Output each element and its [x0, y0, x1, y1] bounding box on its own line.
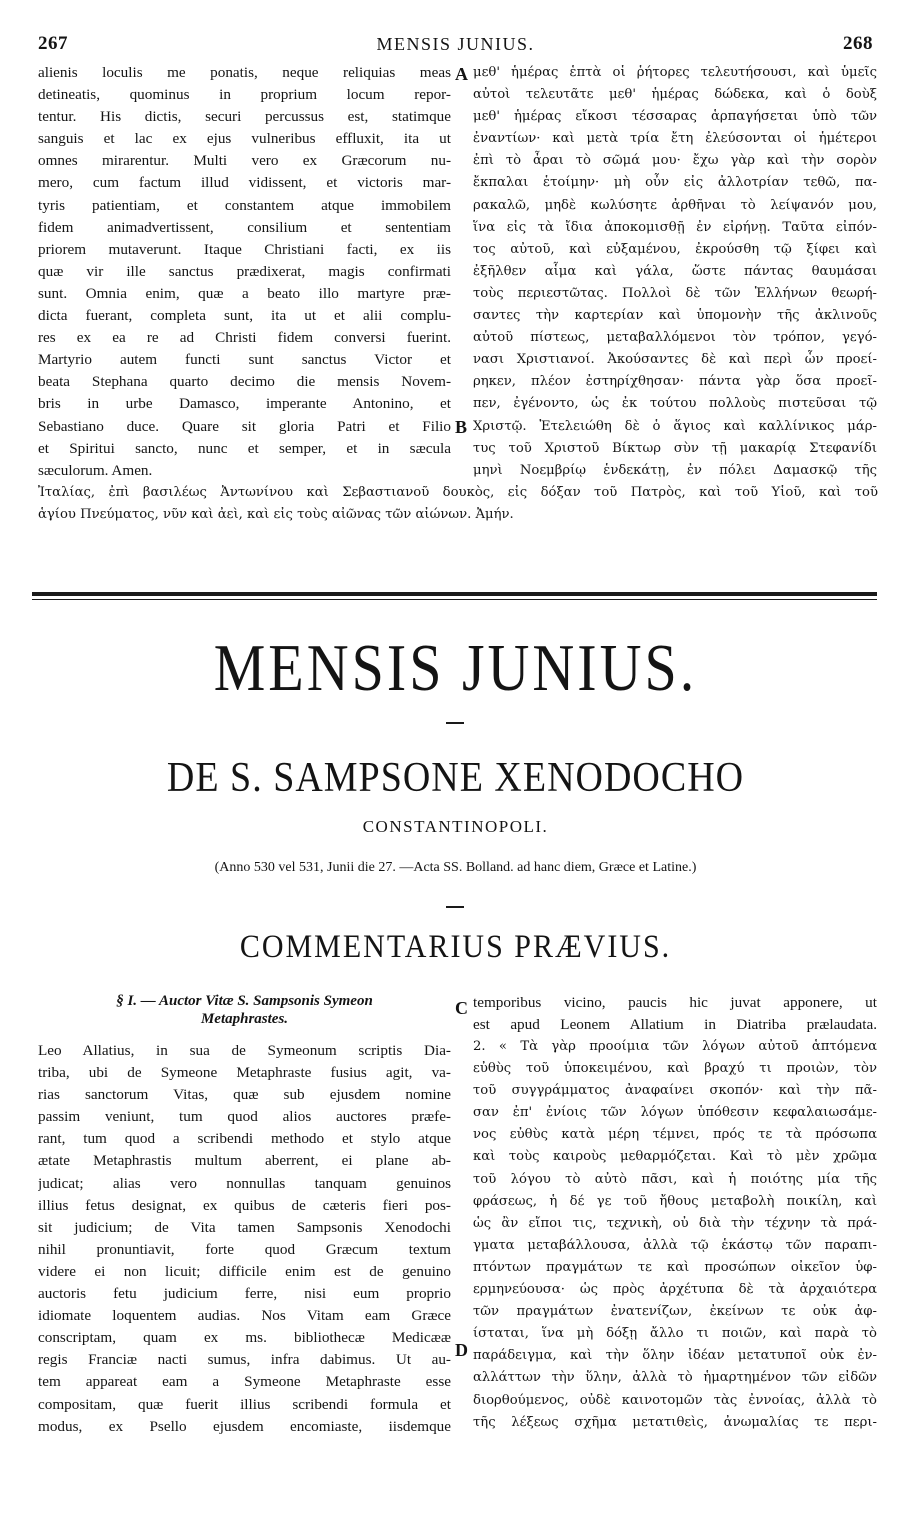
- text-line: quæ vir ille sanctus prædixerat, magis confirmati: [38, 262, 451, 280]
- text-line: videre ei non licuit; difficile enim est de genuino: [38, 1262, 451, 1280]
- text-line: μηνὶ Νοεμβρίῳ ἑνδεκάτῃ, ἐν πόλει Δαμασκῷ τῆς: [473, 462, 877, 478]
- text-line: Sebastiano duce. Quare sit gloria Patri et Filio: [38, 417, 451, 435]
- text-line: νος εὐθὺς κατὰ μέρη τέμνει, πρός τε τὰ πρόσωπα: [473, 1127, 877, 1143]
- text-line: διορθούμενος, οὐδὲ καινοτομῶν τὰς ἐννοίας, ἀλλὰ τὸ: [473, 1392, 877, 1408]
- top-latin-column: [38, 62, 451, 482]
- text-line: Ἰταλίας, ἐπὶ βασιλέως Ἀντωνίνου καὶ Σεβαστιανοῦ δουκὸς, εἰς δόξαν τοῦ Πατρὸς, καὶ τοῦ Υἱοῦ, καὶ τοῦ: [38, 485, 878, 500]
- text-line: ίσταται, ἵνα μὴ δόξῃ ἄλλο τι ποιῶν, καὶ παρὰ τὸ: [473, 1326, 877, 1342]
- text-line: Leo Allatius, in sua de Symeonum scriptis Dia-: [38, 1042, 451, 1059]
- text-line: et Spiritui sancto, nunc et semper, et in sæcula: [38, 439, 451, 457]
- bottom-right-latin: [473, 992, 877, 1036]
- commentary-heading: COMMENTARIUS PRÆVIUS.: [239, 928, 672, 965]
- section-heading: [38, 992, 451, 1028]
- text-line: alienis loculis me ponatis, neque reliquias meas: [38, 64, 451, 81]
- title-dash-2: [446, 906, 464, 908]
- text-line: nihil pronuntiavit, forte quod Græcum textum: [38, 1240, 451, 1258]
- text-line: γματα μεταβάλλουσα, ἀλλὰ τῷ ἑκάστῳ τῶν παραπι-: [473, 1237, 877, 1253]
- text-line: est apud Leonem Allatium in Diatriba prælaudata.: [473, 1016, 877, 1034]
- margin-marker-a: A: [455, 64, 468, 84]
- text-line: dicta fuerant, completa sunt, ita ut et alii complu-: [38, 307, 451, 325]
- margin-marker-b: B: [455, 417, 468, 437]
- place-subtitle: CONSTANTINOPOLI.: [362, 817, 549, 836]
- text-line: conscriptam, quam ex ms. bibliothecæ Medicææ: [38, 1329, 451, 1347]
- text-line: εὐθὺς τοῦ ὑποκειμένου, καὶ βραχύ τι προιὼν, τὸν: [473, 1061, 877, 1077]
- text-line: triba, ubi de Symeone Metaphraste fusius agit, va-: [38, 1064, 451, 1082]
- text-line: ἁγίου Πνεύματος, νῦν καὶ ἀεὶ, καὶ εἰς τοὺς αἰῶνας τῶν αἰώνων. Ἀμήν.: [38, 507, 514, 523]
- running-title: MENSIS JUNIUS.: [376, 34, 535, 54]
- text-line: modus, ex Psello ejusdem encomiaste, iisdemque: [38, 1417, 451, 1435]
- bottom-latin-column: [38, 1040, 451, 1438]
- text-line: Martyrio autem functi sunt sanctus Victor et: [38, 351, 451, 369]
- text-line: τυς τοῦ Χριστοῦ Βίκτωρ σὺν τῇ μακαρίᾳ Στεφανίδι: [473, 440, 877, 456]
- text-line: idiomate loquentem audias. Nos Vitam eam Græce: [38, 1307, 451, 1325]
- text-line: ὡς ἂν εἴποι τις, τεχνικὴ, οὐ διὰ τὴν τέχνην τὰ πρά-: [473, 1215, 877, 1231]
- text-line: σαντες τὴν καρτερίαν καὶ ὑπομονὴν τῆς ἀκλινοῦς: [473, 308, 877, 324]
- greek-closing-lines: [38, 482, 878, 526]
- text-line: fidem animadvertissent, consilium et sententiam: [38, 218, 451, 236]
- text-line: priorem mutaverunt. Itaque Christiani facti, ex iis: [38, 240, 451, 258]
- page-number-right: 268: [843, 33, 873, 54]
- text-line: temporibus vicino, paucis hic juvat apponere, ut: [473, 994, 877, 1011]
- text-line: sunt. Omnia enim, quæ a beato illo martyre præ-: [38, 284, 451, 302]
- text-line: αὐτοὶ τελευτᾶτε μεθ' ἡμέρας δώδεκα, καὶ ὁ δοὺξ: [473, 87, 877, 103]
- text-line: illius fetus designat, ex quibus de cæteris fieri pos-: [38, 1196, 451, 1214]
- text-line: αὐτοῦ πίστεως, μεταβαλλόμενοι τὸν τρόπον, γεγό-: [473, 330, 877, 346]
- text-line: Χριστῷ. Ἐτελειώθη δὲ ὁ ἅγιος καὶ καλλίνικος μάρ-: [473, 418, 877, 434]
- divider-rule-thin: [32, 599, 877, 600]
- saint-title: DE S. SAMPSONE XENODOCHO: [166, 754, 745, 802]
- text-line: compositam, quæ fuerit illius scribendi formula et: [38, 1395, 451, 1413]
- text-line: ἐπὶ τὸ ἆραι τὸ σῶμά μου· ἔχω γὰρ καὶ τὴν σορὸν: [473, 153, 877, 169]
- divider-rule-thick: [32, 592, 877, 596]
- text-line: τοῦ συγγράμματος ἀναφαίνει σκοπόν· καὶ τὴν πᾶ-: [473, 1083, 877, 1099]
- bottom-greek-column: [473, 1036, 877, 1434]
- month-title: MENSIS JUNIUS.: [213, 630, 698, 705]
- text-line: beata Stephana quarto decimo die mensis Novem-: [38, 373, 451, 391]
- text-line: ἐναντίων· καὶ μετὰ τρία ἔτη ἐλεύσονται οἱ ἡμέτεροι: [473, 131, 877, 147]
- text-line: auctoris fetu judicium ferre, nisi eum proprio: [38, 1285, 451, 1303]
- text-line: ἵνα εἰς τὰ ἴδια ἀποκομισθῇ ἐν εἰρήνῃ. Ταῦτα εἰπόν-: [473, 219, 877, 235]
- text-line: φράσεως, ἡ δέ γε τοῦ ἤθους μεταβολὴ ποικίλη, καὶ: [473, 1193, 877, 1209]
- text-line: τοῦ λόγου τὸ αὐτὸ πᾶσι, καὶ ἡ ποιότης μία τῆς: [473, 1171, 877, 1187]
- text-line: νασι Χριστιανοί. Ἀκούσαντες δὲ καὶ περὶ ὧν προεί-: [473, 352, 877, 368]
- text-line: μεθ' ἡμέρας εἴκοσι τέσσαρας ἁρπαγήσεται ὑπὸ τῶν: [473, 109, 877, 125]
- source-annotation: (Anno 530 vel 531, Junii die 27. —Acta SS. Bolland. ad hanc diem, Græce et Latine.): [214, 860, 697, 875]
- text-line: ερμηνεύουσα· ὡς πρὸς ἀρχέτυπα δὲ τὰ ἀρχαιότερα: [473, 1282, 877, 1298]
- text-line: rant, tum quod a scribendi methodo et stylo atque: [38, 1130, 451, 1148]
- text-line: καὶ τοὺς καιροὺς μεθαρμόζεται. Καὶ τὸ μὲν χρῶμα: [473, 1149, 877, 1165]
- text-line: παράδειγμα, καὶ τὴν ὅλην ἰδέαν μετατυποῖ οὐκ ἐν-: [473, 1348, 877, 1364]
- text-line: mero, cum factum illud vidissent, et victoris mar-: [38, 174, 451, 192]
- margin-marker-c: C: [455, 998, 468, 1018]
- text-line: ἐξῆλθεν αἷμα καὶ γάλα, ὥστε πάντας θαυμάσαι: [473, 263, 877, 279]
- section-heading-line-1: § I. — Auctor Vitæ S. Sampsonis Symeon: [116, 993, 373, 1009]
- text-line: res ex ea re ad Christi fidem conversi fuerint.: [38, 329, 451, 347]
- text-line: μεθ' ἡμέρας ἑπτὰ οἱ ῥήτορες τελευτήσουσι, καὶ ὑμεῖς: [473, 65, 877, 80]
- text-line: ἔκπαλαι ἑτοίμην· μὴ οὖν εἰς ἀλλοτρίαν τεθῶ, πα-: [473, 175, 877, 191]
- page-number-left: 267: [38, 33, 68, 54]
- text-line: τῶν πραγμάτων ἐνατενίζων, ἐκείνων τε οὐκ ἀφ-: [473, 1304, 877, 1320]
- text-line: tyris patientiam, et constantem atque immobilem: [38, 196, 451, 214]
- text-line: rias sanctorum Vitas, quæ sub ejusdem nomine: [38, 1086, 451, 1104]
- text-line: judicat; alias vero nonnullas tanquam genuinos: [38, 1174, 451, 1192]
- text-line: regis Franciæ nacti sumus, infra dabimus. Ut au-: [38, 1351, 451, 1369]
- text-line: tem appareat eam a Symeone Metaphraste esse: [38, 1373, 451, 1391]
- text-line: omnes mirarentur. Multi vero ex Græcorum nu-: [38, 152, 451, 170]
- text-line: tentur. His dictis, securi percussus est, statimque: [38, 108, 451, 126]
- text-line: τοὺς περιεστῶτας. Πολλοὶ δὲ τῶν Ἑλλήνων θεωρή-: [473, 285, 877, 301]
- text-line: ρακαλῶ, μηδὲ κωλύσητε ἀρθῆναι τὸ λείψανόν μου,: [473, 197, 877, 213]
- text-line: sæculorum. Amen.: [38, 461, 153, 479]
- text-line: sit judicium; de Vita tamen Sampsonis Xenodochi: [38, 1218, 451, 1236]
- text-line: sanguis et lac ex ejus vulneribus effluxit, ita ut: [38, 130, 451, 148]
- section-heading-line-2: Metaphrastes.: [200, 1011, 289, 1027]
- margin-marker-d: D: [455, 1340, 468, 1360]
- text-line: bris in urbe Damasco, imperante Antonino, et: [38, 395, 451, 413]
- text-line: τος αὐτοῦ, καὶ εὐξαμένου, ἐκρούσθη τῷ ξίφει καὶ: [473, 241, 877, 257]
- text-line: 2. « Τὰ γὰρ προοίμια τῶν λόγων αὐτοῦ ἁπτόμενα: [473, 1039, 877, 1054]
- text-line: ρηκεν, πλέον ἐστηρίχθησαν· πάντα γὰρ ὅσα προεῖ-: [473, 374, 877, 390]
- text-line: ætate Metaphrastis multum aberrent, ei plane ab-: [38, 1152, 451, 1170]
- text-line: τῆς λέξεως σχῆμα μετατιθεὶς, ἀνωμαλίας τε περι-: [473, 1414, 877, 1430]
- text-line: detineatis, quominus in proprium locum repor-: [38, 86, 451, 104]
- text-line: πεν, ἐγένοντο, ὡς ἐκ τούτου πολλοὺς πιστεῦσαι τῷ: [473, 396, 877, 412]
- text-line: passim veniunt, tum quod alios auctores præfe-: [38, 1108, 451, 1126]
- text-line: πτόντων πραγμάτων τε καὶ προσώπων οἰκεῖον ὑφ-: [473, 1259, 877, 1275]
- text-line: αλλάττων τὴν ὕλην, ἀλλὰ τὸ ἡμαρτημένον τῶν εἰδῶν: [473, 1370, 877, 1386]
- text-line: σαν ἐπ' ἐνίοις τῶν λόγων ὑπόθεσιν κεφαλαιωσάμε-: [473, 1105, 877, 1121]
- top-greek-column: [473, 62, 877, 482]
- title-dash-1: [446, 722, 464, 724]
